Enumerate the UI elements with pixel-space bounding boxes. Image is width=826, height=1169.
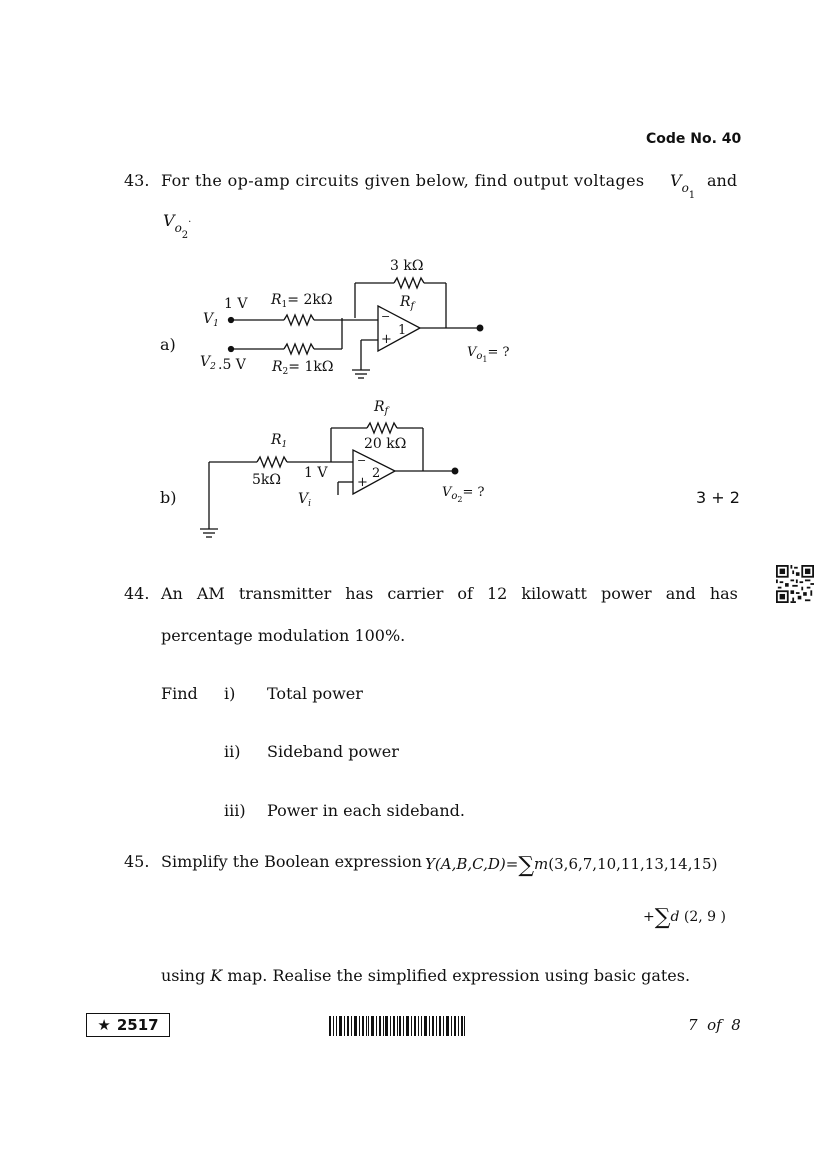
q44-item-3-roman: iii) bbox=[224, 801, 246, 820]
vo1-terminal bbox=[477, 325, 483, 331]
q45-dont-care: +∑d (2, 9 ) bbox=[643, 905, 726, 930]
opamp-1-id: 1 bbox=[398, 323, 407, 338]
code-number: Code No. 40 bbox=[646, 131, 742, 147]
q44-line1: An AM transmitter has carrier of 12 kilowatt power and has bbox=[161, 584, 738, 603]
rf-a-label: $R_f$ bbox=[400, 294, 415, 312]
q44-number: 44. bbox=[124, 584, 150, 603]
r2-a-label: $R_2= 1k\Omega$ bbox=[272, 359, 334, 377]
page-number: 7 of 8 bbox=[688, 1016, 741, 1034]
q44-item-2-text: Sideband power bbox=[267, 742, 399, 761]
q45-number: 45. bbox=[124, 852, 150, 871]
opamp-2-id: 2 bbox=[372, 466, 381, 481]
q43-text: For the op-amp circuits given below, find output voltages bbox=[161, 171, 645, 190]
star-icon: ★ bbox=[97, 1016, 111, 1034]
rf-a-value: 3 kΩ bbox=[390, 258, 424, 274]
q45-line3: using K map. Realise the simplified expression using basic gates. bbox=[161, 966, 691, 985]
v1-label: $V_1$ bbox=[203, 311, 219, 329]
opamp-2-minus: − bbox=[357, 454, 367, 467]
r1-b-label: $R_1$ bbox=[271, 432, 288, 450]
q43-vo1: $V_{o1}$ bbox=[670, 171, 696, 201]
qr-code bbox=[776, 565, 814, 603]
v2-label: $V_2$ bbox=[200, 354, 216, 372]
v2-terminal bbox=[229, 347, 234, 352]
vi-value: 1 V bbox=[304, 465, 328, 481]
opamp-1-minus: − bbox=[381, 310, 391, 323]
booklet-number-box bbox=[86, 1013, 170, 1037]
vi-label: $V_i$ bbox=[298, 491, 312, 509]
rf-b-label: $R_f$ bbox=[374, 399, 389, 417]
rf-resistor-a bbox=[394, 278, 424, 288]
r1-resistor bbox=[284, 315, 314, 325]
opamp-2-plus: + bbox=[357, 475, 368, 490]
vo2-label: $V_{o2}=$ ? bbox=[442, 485, 485, 504]
part-a-label: a) bbox=[160, 335, 176, 354]
sigma-symbol: ∑ bbox=[518, 853, 535, 878]
q44-line2: percentage modulation 100%. bbox=[161, 626, 406, 645]
opamp-1-plus: + bbox=[381, 332, 392, 347]
q44-item-1-text: Total power bbox=[267, 684, 363, 703]
q43-and: and bbox=[707, 171, 738, 190]
vo1-label: $V_{o1}=$ ? bbox=[467, 345, 510, 364]
part-b-label: b) bbox=[160, 488, 177, 507]
rf-resistor-b bbox=[367, 423, 397, 433]
q44-item-3-text: Power in each sideband. bbox=[267, 801, 465, 820]
q45-expression: Y(A,B,C,D)=∑m(3,6,7,10,11,13,14,15) bbox=[425, 853, 718, 878]
rf-b-value: 20 kΩ bbox=[364, 436, 407, 452]
r1-b-value: 5kΩ bbox=[252, 472, 281, 488]
q45-text: Simplify the Boolean expression bbox=[161, 852, 422, 871]
circuit-a-diagram bbox=[190, 250, 530, 390]
r1-a-label: $R_1= 2k\Omega$ bbox=[271, 292, 333, 310]
v1-value: 1 V bbox=[224, 296, 248, 312]
q43-marks: 3 + 2 bbox=[696, 488, 740, 507]
v2-value: .5 V bbox=[218, 357, 246, 373]
sigma-symbol-dc: ∑ bbox=[654, 905, 671, 930]
q43-number: 43. bbox=[124, 171, 150, 190]
circuit-b-diagram bbox=[195, 393, 515, 553]
q43-vo2: $V_{o2}^.$ bbox=[163, 211, 192, 241]
q44-item-1-roman: i) bbox=[224, 684, 236, 703]
q44-find: Find bbox=[161, 684, 198, 703]
booklet-number: 2517 bbox=[116, 1016, 159, 1034]
q44-item-2-roman: ii) bbox=[224, 742, 241, 761]
vo2-terminal bbox=[452, 468, 458, 474]
r1-resistor-b bbox=[257, 457, 287, 467]
barcode bbox=[329, 1016, 465, 1036]
v1-terminal bbox=[229, 318, 234, 323]
r2-resistor bbox=[284, 344, 314, 354]
